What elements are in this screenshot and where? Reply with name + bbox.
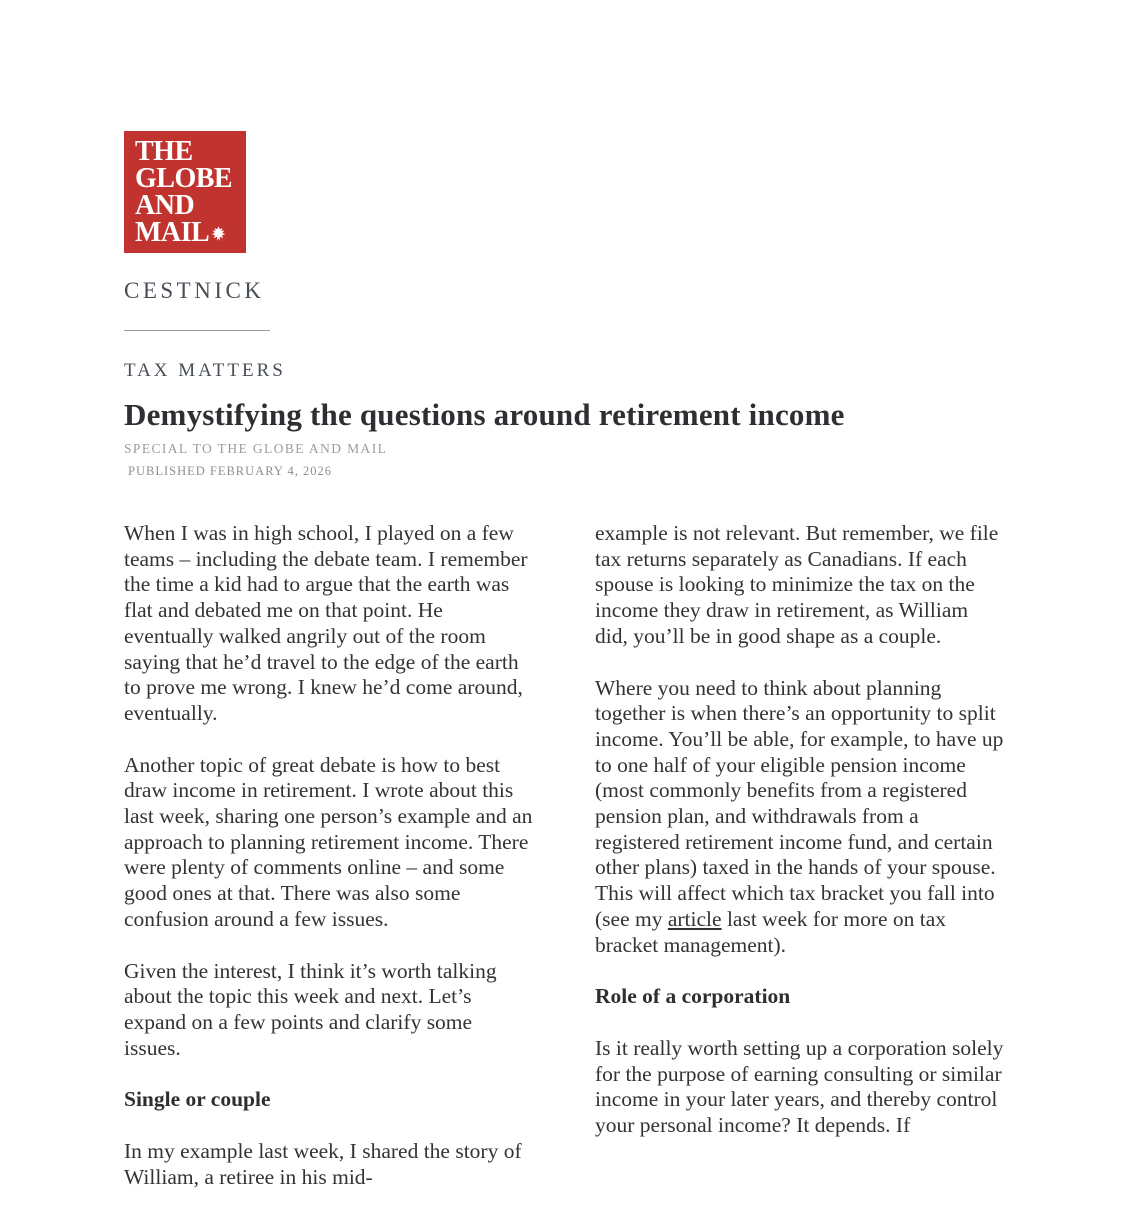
maple-leaf-icon <box>211 226 226 241</box>
article-body <box>124 521 1006 1205</box>
logo-line: THE <box>135 136 193 167</box>
section-heading-role-of-a-corporation: Role of a corporation <box>595 984 791 1009</box>
logo-line: AND <box>135 190 195 221</box>
article-paragraph: example is not relevant. But remember, we file tax returns separately as Canadians. If each spouse is looking to minimize the tax on the income they draw in retirement, as William did, you’ll be in good shape as a couple. <box>595 521 999 648</box>
paragraph-text: last week for more on tax bracket management). <box>595 906 947 957</box>
published-date: PUBLISHED FEBRUARY 4, 2026 <box>128 464 333 478</box>
article-byline: SPECIAL TO THE GLOBE AND MAIL <box>124 441 388 456</box>
section-kicker: TAX MATTERS <box>124 360 286 381</box>
logo-line-text: MAIL <box>135 217 210 248</box>
paragraph-text: Where you need to think about planning together is when there’s an opportunity to split income. You’ll be able, for example, to have up to one half of your eligible pension income (most commonly benefits from a registered pension plan, and withdrawals from a registered retirement income fund, and certain other plans) taxed in the hands of your spouse. This will affect which tax bracket you fall into (see my <box>595 675 1004 931</box>
article-paragraph: Another topic of great debate is how to best draw income in retirement. I wrote about this last week, sharing one person’s example and an approach to planning retirement income. There were plenty of comments online – and some good ones at that. There was also some confusion around a few issues. <box>124 752 533 931</box>
column-left <box>124 521 534 1205</box>
logo-line <box>135 219 240 246</box>
globe-and-mail-logo <box>124 131 246 253</box>
section-heading-single-or-couple: Single or couple <box>124 1087 271 1112</box>
article-paragraph: Is it really worth setting up a corporation solely for the purpose of earning consulting or similar income in your later years, and thereby control your personal income? It depends. If <box>595 1035 1004 1138</box>
logo-line: GLOBE <box>135 163 233 194</box>
article-paragraph: When I was in high school, I played on a few teams – including the debate team. I remember the time a kid had to argue that the earth was flat and debated me on that point. He eventually walked angrily out of the room saying that he’d travel to the edge of the earth to prove me wrong. I knew he’d come around, eventually. <box>124 521 528 725</box>
author-name: CESTNICK <box>124 278 265 303</box>
divider-rule <box>124 330 270 331</box>
article-content <box>124 131 1006 1205</box>
article-hyperlink[interactable]: article <box>667 906 722 931</box>
column-right <box>595 521 1005 1205</box>
article-title: Demystifying the questions around retirement income <box>124 397 845 432</box>
article-paragraph: Given the interest, I think it’s worth talking about the topic this week and next. Let’s expand on a few points and clarify some issues. <box>124 958 497 1060</box>
article-paragraph: In my example last week, I shared the story of William, a retiree in his mid- <box>124 1139 522 1189</box>
article-paragraph <box>595 676 1005 959</box>
